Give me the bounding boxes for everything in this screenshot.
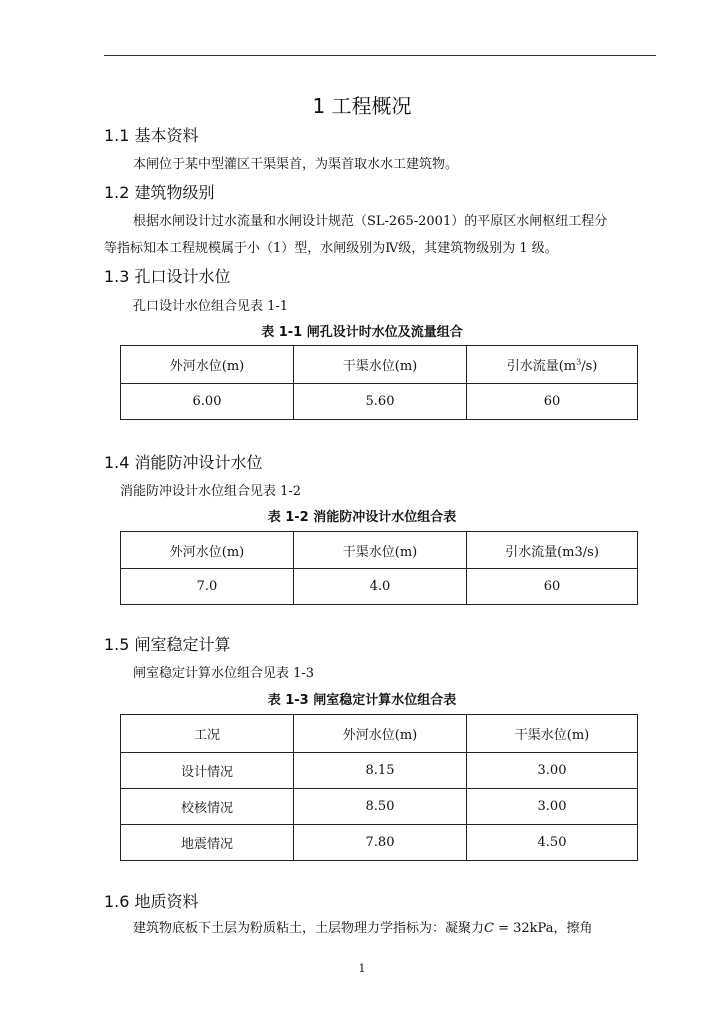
header-cell: 引水流量(m3/s)	[467, 532, 638, 569]
section-heading-1-2: 1.2 建筑物级别	[104, 183, 215, 202]
section-heading-1-5: 1.5 闸室稳定计算	[104, 635, 231, 654]
section-heading-1-1: 1.1 基本资料	[104, 126, 199, 145]
page-number: 1	[358, 962, 366, 975]
table-cell: 7.80	[294, 825, 467, 861]
table-cell: 校核情况	[121, 789, 294, 825]
table-1-1-caption: 表 1-1 闸孔设计时水位及流量组合	[261, 325, 463, 340]
table-cell: 6.00	[121, 384, 294, 420]
table-header-row	[121, 532, 638, 569]
page-title: 1 工程概况	[312, 94, 412, 118]
table-1-2	[120, 531, 638, 605]
table-row	[121, 825, 638, 861]
header-cell: 干渠水位(m)	[294, 346, 467, 384]
header-cell: 工况	[121, 715, 294, 753]
table-1-3	[120, 714, 638, 861]
section-heading-1-4: 1.4 消能防冲设计水位	[104, 453, 263, 472]
header-cell: 引水流量$(m^3/s)$	[467, 346, 638, 384]
paragraph-1-5: 闸室稳定计算水位组合见表 1-3	[133, 666, 315, 681]
table-1-3-caption: 表 1-3 闸室稳定计算水位组合表	[267, 693, 457, 708]
table-row	[121, 753, 638, 789]
table-header-row	[121, 715, 638, 753]
section-heading-1-6: 1.6 地质资料	[104, 892, 199, 911]
table-header-row	[121, 346, 638, 384]
table-cell: 60	[467, 384, 638, 420]
header-cell: 外河水位(m)	[121, 532, 294, 569]
table-row	[121, 789, 638, 825]
header-cell: 干渠水位(m)	[294, 532, 467, 569]
table-1-2-caption: 表 1-2 消能防冲设计水位组合表	[267, 510, 457, 525]
header-rule	[104, 55, 656, 56]
table-cell: 8.50	[294, 789, 467, 825]
paragraph-1-2-line2: 等指标知本工程规模属于小（1）型，水闸级别为Ⅳ级，其建筑物级别为 1 级。	[104, 241, 558, 256]
section-heading-1-3: 1.3 孔口设计水位	[104, 267, 231, 286]
table-1-1	[120, 345, 638, 420]
table-cell: 设计情况	[121, 753, 294, 789]
paragraph-1-6: 建筑物底板下土层为粉质粘土，土层物理力学指标为：凝聚力C = 32kPa，擦角	[133, 921, 593, 936]
table-cell: 7.0	[121, 569, 294, 605]
table-cell: 地震情况	[121, 825, 294, 861]
table-cell: 3.00	[467, 789, 638, 825]
table-cell: 3.00	[467, 753, 638, 789]
header-cell: 外河水位(m)	[121, 346, 294, 384]
paragraph-1-1: 本闸位于某中型灌区干渠渠首，为渠首取水水工建筑物。	[133, 157, 459, 172]
paragraph-1-4: 消能防冲设计水位组合见表 1-2	[120, 484, 302, 499]
table-cell: 4.0	[294, 569, 467, 605]
table-cell: 4.50	[467, 825, 638, 861]
cohesion-formula: C = 32kPa	[484, 921, 554, 936]
header-cell: 干渠水位(m)	[467, 715, 638, 753]
paragraph-1-3: 孔口设计水位组合见表 1-1	[133, 299, 289, 314]
table-cell: 5.60	[294, 384, 467, 420]
paragraph-1-2-line1: 根据水闸设计过水流量和水闸设计规范（SL-265-2001）的平原区水闸枢纽工程分	[133, 214, 608, 229]
header-cell: 外河水位(m)	[294, 715, 467, 753]
table-cell: 8.15	[294, 753, 467, 789]
table-row	[121, 569, 638, 605]
table-row	[121, 384, 638, 420]
table-cell: 60	[467, 569, 638, 605]
